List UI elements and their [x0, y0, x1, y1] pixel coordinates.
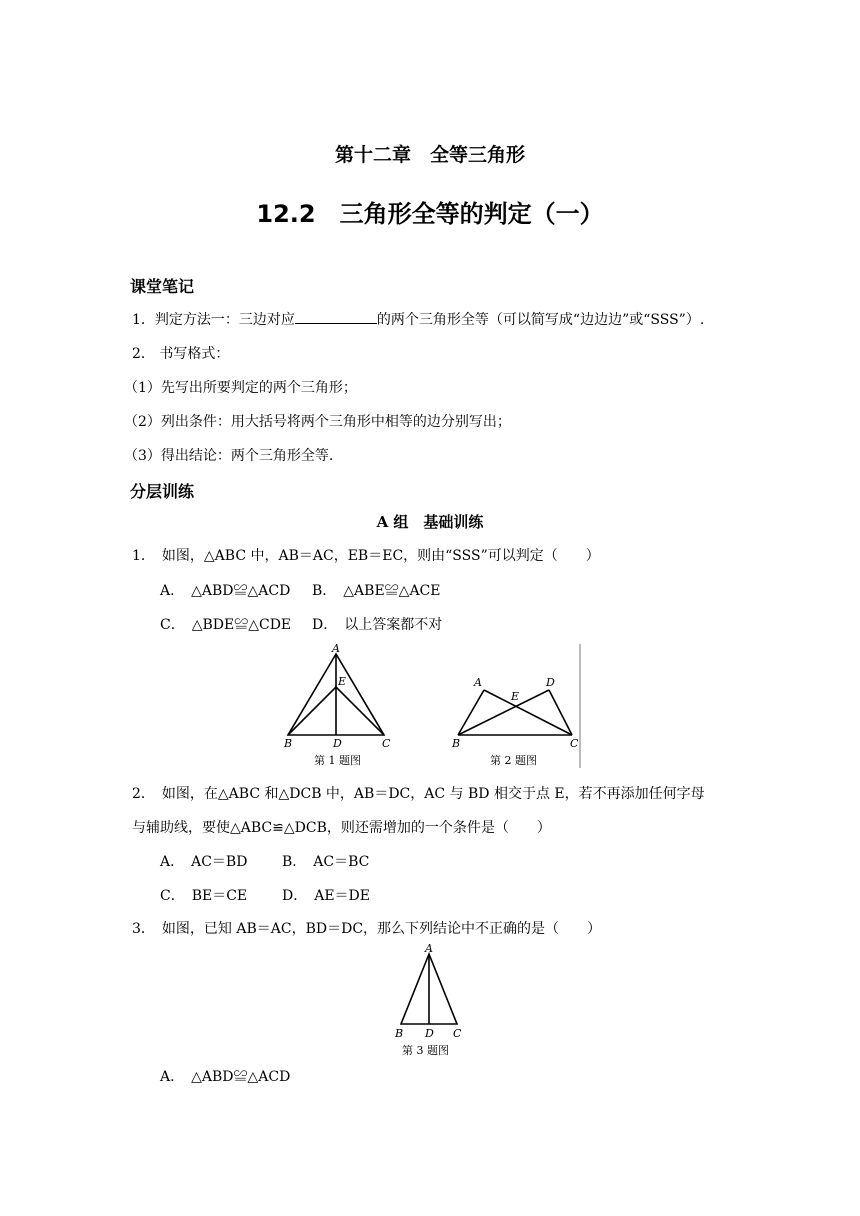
label-b: B: [395, 1027, 404, 1040]
question-1-stem: 1． 如图，△ABC 中，AB＝AC，EB＝EC，则由“SSS”可以判定（ ）: [132, 548, 600, 564]
question-2-option-c: C． BE＝CE: [160, 888, 248, 904]
question-3-stem: 3． 如图，已知 AB＝AC，BD＝DC，那么下列结论中不正确的是（ ）: [132, 921, 602, 937]
label-c: C: [570, 737, 579, 750]
label-d: D: [333, 737, 342, 750]
group-a-heading: A 组 基础训练: [376, 513, 484, 531]
fill-in-blank: [295, 309, 377, 324]
figure-1: [280, 640, 400, 772]
label-a: A: [332, 642, 340, 655]
chapter-title: 第十二章 全等三角形: [334, 144, 525, 166]
question-1-option-a: A． △ABD≌△ACD: [160, 583, 291, 599]
question-2-option-d: D． AE＝DE: [282, 888, 370, 904]
notes-item-1: [132, 309, 704, 329]
label-b: B: [452, 737, 461, 750]
label-e: E: [511, 690, 520, 703]
segment-ac: [484, 690, 572, 735]
label-a: A: [474, 676, 482, 689]
question-3-option-a: A． △ABD≌△ACD: [160, 1069, 291, 1085]
notes-step-3: （3）得出结论：两个三角形全等.: [124, 448, 334, 464]
section-title: 12.2 三角形全等的判定（一）: [256, 200, 604, 228]
question-2-stem-line-1: 2． 如图，在△ABC 和△DCB 中，AB＝DC，AC 与 BD 相交于点 E，若不再添加任何字母: [132, 786, 705, 802]
question-2-option-a: A． AC＝BD: [160, 854, 248, 870]
label-e: E: [338, 675, 347, 688]
notes-item-1-prefix: 1．判定方法一：三边对应: [132, 312, 295, 328]
notes-item-2: 2． 书写格式：: [132, 346, 230, 362]
figure-3-caption: 第 3 题图: [402, 1044, 449, 1057]
label-a: A: [425, 942, 433, 955]
label-b: B: [284, 737, 293, 750]
notes-step-1: （1）先写出所要判定的两个三角形；: [124, 380, 357, 396]
label-c: C: [382, 737, 391, 750]
label-d: D: [425, 1027, 434, 1040]
label-c: C: [453, 1027, 462, 1040]
question-1-option-c: C． △BDE≌△CDE: [160, 617, 292, 633]
figure-2-caption: 第 2 题图: [490, 754, 537, 767]
label-d: D: [546, 676, 555, 689]
figure-3: [390, 940, 470, 1060]
question-1-option-b: B． △ABE≌△ACE: [312, 583, 441, 599]
training-heading: 分层训练: [130, 482, 195, 501]
question-1-option-d: D． 以上答案都不对: [312, 617, 443, 633]
question-2-stem-line-2: 与辅助线，要使△ABC≌△DCB，则还需增加的一个条件是（ ）: [132, 820, 551, 836]
notes-item-1-suffix: 的两个三角形全等（可以简写成“边边边”或“SSS”）.: [376, 312, 705, 328]
notes-step-2: （2）列出条件：用大括号将两个三角形中相等的边分别写出；: [124, 414, 511, 430]
question-2-option-b: B． AC＝BC: [282, 854, 370, 870]
notes-heading: 课堂笔记: [130, 277, 195, 296]
figure-2: [448, 640, 588, 772]
figure-1-caption: 第 1 题图: [314, 754, 361, 767]
